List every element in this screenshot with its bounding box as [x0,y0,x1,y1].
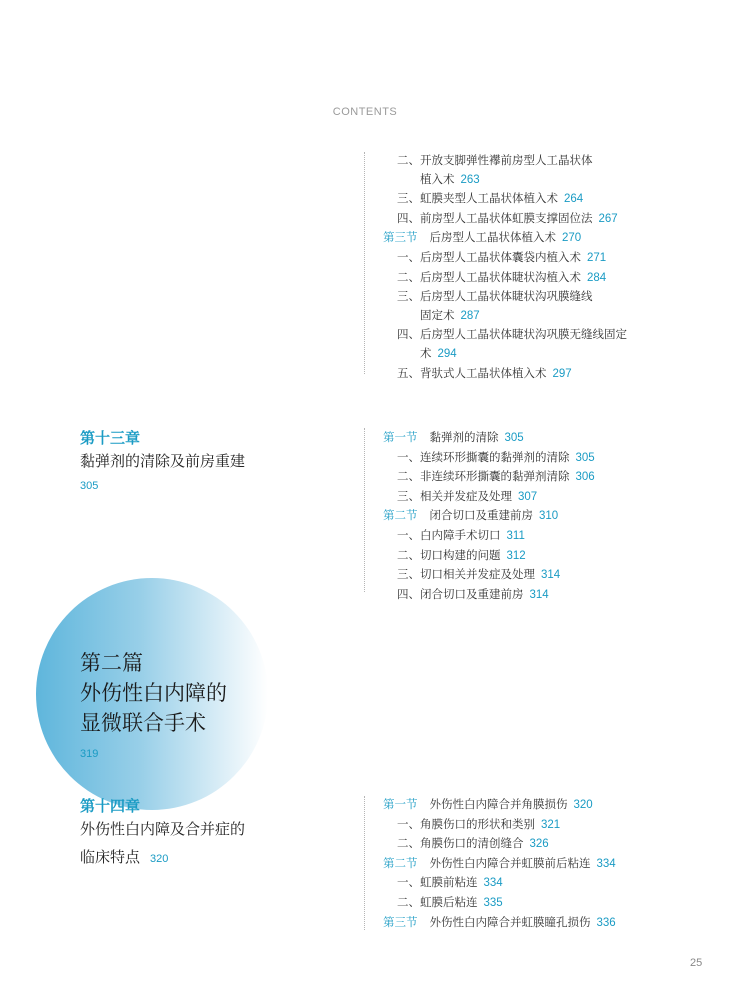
toc-entry-text: 黏弹剂的清除 [429,430,499,444]
toc-entry-text: 三、切口相关并发症及处理 [397,567,535,582]
toc-entry[interactable] [383,467,595,487]
toc-section-entry[interactable] [383,228,627,248]
toc-list-continued [383,151,627,383]
toc-entry[interactable] [383,364,627,384]
toc-entry-text: 固定术 [420,307,455,322]
toc-entry-text: 闭合切口及重建前房 [429,508,533,523]
chapter-title: 黏弹剂的清除及前房重建 [80,452,246,470]
toc-entry-text: 二、后房型人工晶状体睫状沟植入术 [397,269,581,284]
toc-entry-page[interactable]: 264 [564,193,584,206]
chapter-14-heading[interactable] [80,796,245,872]
toc-entry[interactable] [383,873,616,893]
toc-entry-text: 一、白内障手术切口 [397,527,501,542]
part-label: 第二篇 [80,651,143,675]
toc-entry-text: 三、相关并发症及处理 [397,488,512,503]
toc-entry-page[interactable]: 305 [575,451,595,464]
toc-list-chapter-14 [383,795,616,932]
toc-entry-text: 外伤性白内障合并虹膜瞳孔损伤 [429,914,591,929]
toc-entry[interactable] [383,546,595,566]
toc-entry-page[interactable]: 297 [552,367,572,380]
toc-entry-text: 二、虹膜后粘连 [397,894,478,909]
toc-entry[interactable] [383,526,595,546]
toc-section-entry[interactable] [383,795,616,815]
chapter-page[interactable]: 320 [150,853,169,865]
toc-entry-text: 二、角膜伤口的清创缝合 [397,836,524,851]
toc-entry-page[interactable]: 314 [541,569,561,582]
chapter-label: 第十三章 [80,429,141,447]
toc-entry-text: 一、角膜伤口的形状和类别 [397,816,535,831]
toc-entry[interactable] [383,287,627,306]
toc-entry-text: 一、虹膜前粘连 [397,875,478,890]
toc-entry-page[interactable]: 334 [596,857,616,870]
toc-entry[interactable] [383,448,595,468]
toc-entry-page[interactable]: 271 [587,251,607,264]
toc-section-label: 第一节 [383,797,418,811]
chapter-page[interactable]: 305 [80,480,99,492]
toc-entry-text: 术 [420,345,432,360]
toc-entry-text: 外伤性白内障合并角膜损伤 [429,797,568,811]
divider-line [364,428,365,592]
toc-entry[interactable] [383,585,595,605]
toc-list-chapter-13 [383,428,595,604]
toc-section-label: 第三节 [383,914,418,929]
toc-entry[interactable] [383,815,616,835]
toc-entry[interactable] [383,344,627,364]
toc-entry-text: 四、前房型人工晶状体虹膜支撑固位法 [397,210,593,225]
chapter-title-line: 外伤性白内障及合并症的 [80,820,246,838]
toc-entry-text: 一、后房型人工晶状体囊袋内植入术 [397,249,581,264]
toc-entry[interactable] [383,487,595,507]
toc-entry-page[interactable]: 320 [573,799,593,811]
chapter-13-heading[interactable] [80,428,245,492]
chapter-label: 第十四章 [80,797,141,815]
divider-line [364,152,365,374]
toc-entry-text: 四、后房型人工晶状体睫状沟巩膜无缝线固定 [397,327,627,342]
toc-entry-page[interactable]: 326 [529,838,549,851]
contents-heading: CONTENTS [332,106,398,118]
part-2-heading[interactable] [80,648,227,760]
toc-entry-page[interactable]: 287 [460,309,480,322]
toc-section-label: 第二节 [383,508,418,523]
toc-entry[interactable] [383,306,627,326]
toc-entry-text: 三、后房型人工晶状体睫状沟巩膜缝线 [397,289,593,304]
toc-entry-page[interactable]: 335 [483,896,503,909]
toc-entry[interactable] [383,565,595,585]
toc-entry-page[interactable]: 270 [562,232,582,245]
toc-entry-page[interactable]: 306 [575,471,595,484]
chapter-title-line [80,844,245,872]
toc-entry[interactable] [383,325,627,344]
toc-entry-text: 植入术 [420,171,455,186]
toc-section-label: 第三节 [383,230,418,245]
toc-entry[interactable] [383,248,627,268]
toc-entry[interactable] [383,834,616,854]
toc-section-entry[interactable] [383,428,595,448]
part-title-line: 显微联合手术 [80,711,206,735]
toc-entry-page[interactable]: 310 [539,510,559,523]
toc-entry-page[interactable]: 312 [506,549,526,562]
toc-entry-page[interactable]: 321 [541,818,561,831]
toc-entry-text: 二、非连续环形撕囊的黏弹剂清除 [397,469,570,484]
toc-entry-text: 三、虹膜夹型人工晶状体植入术 [397,191,558,206]
toc-entry-page[interactable]: 294 [437,347,457,360]
toc-entry-text: 一、连续环形撕囊的黏弹剂的清除 [397,449,570,464]
toc-section-entry[interactable] [383,854,616,874]
toc-entry-text: 后房型人工晶状体植入术 [429,230,556,245]
toc-entry-page[interactable]: 314 [529,588,549,601]
toc-entry-text: 外伤性白内障合并虹膜前后粘连 [429,855,591,870]
toc-entry-text: 二、切口构建的问题 [397,547,501,562]
toc-entry[interactable] [383,893,616,913]
toc-entry[interactable] [383,151,627,170]
toc-section-entry[interactable] [383,506,595,526]
toc-section-label: 第一节 [383,430,418,444]
toc-entry-page[interactable]: 305 [504,432,524,444]
toc-entry-text: 五、背驮式人工晶状体植入术 [397,365,547,380]
toc-entry-page[interactable]: 336 [596,916,616,929]
part-title-line: 外伤性白内障的 [80,681,227,705]
chapter-title-text: 临床特点 [80,848,141,866]
toc-entry-text: 四、闭合切口及重建前房 [397,586,524,601]
toc-entry[interactable] [383,189,627,209]
toc-entry[interactable] [383,209,627,229]
toc-entry-page[interactable]: 263 [460,173,480,186]
part-page[interactable]: 319 [80,748,99,760]
toc-section-entry[interactable] [383,913,616,933]
divider-line [364,796,365,930]
toc-entry-page[interactable]: 307 [518,490,538,503]
page-number: 25 [690,957,703,969]
toc-entry[interactable] [383,170,627,190]
toc-entry-text: 二、开放支脚弹性襻前房型人工晶状体 [397,153,593,167]
toc-entry-page[interactable]: 334 [483,877,503,890]
toc-entry-page[interactable]: 284 [587,271,607,284]
toc-entry[interactable] [383,268,627,288]
toc-section-label: 第二节 [383,855,418,870]
toc-entry-page[interactable]: 267 [598,212,618,225]
toc-entry-page[interactable]: 311 [506,529,525,542]
